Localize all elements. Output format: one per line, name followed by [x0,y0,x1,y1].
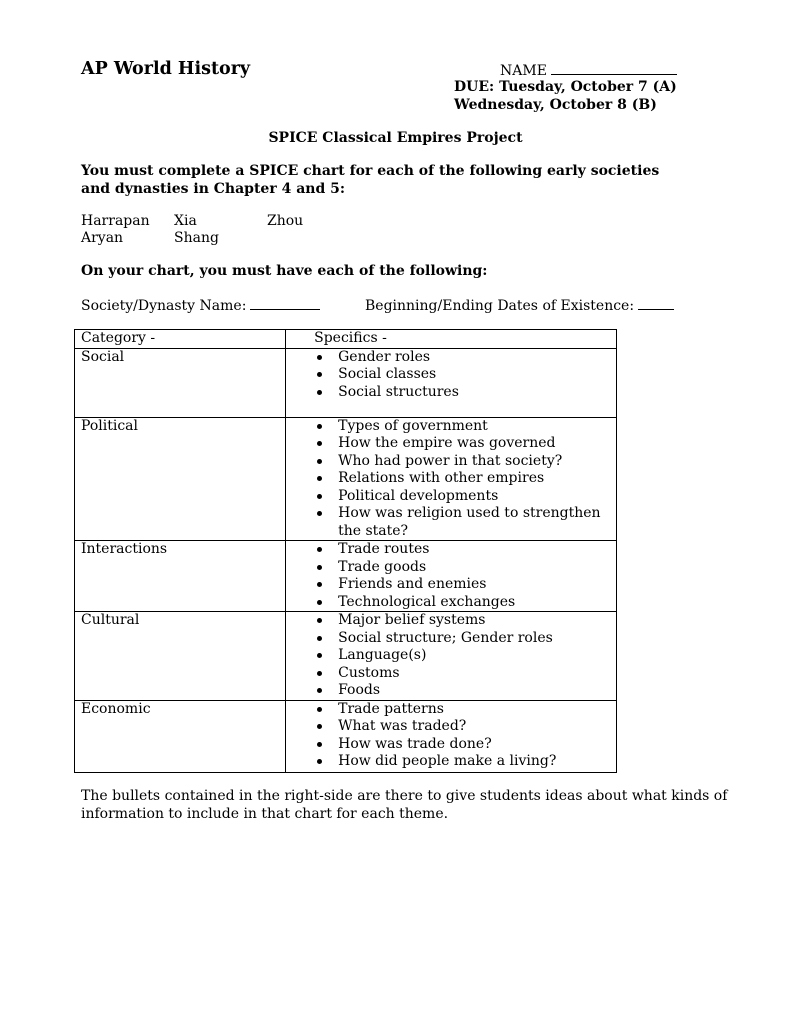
table-row [75,417,617,541]
project-title: SPICE Classical Empires Project [268,130,523,146]
list-item: Trade routes [314,541,612,559]
list-item: What was traded? [314,718,612,736]
name-field [500,62,677,81]
society-aryan: Aryan [81,230,124,246]
list-item: Language(s) [314,647,612,665]
list-item: Political developments [314,488,612,506]
table-row [75,348,617,417]
list-item: How was religion used to strengthen the state? [314,505,612,540]
list-item: Trade patterns [314,701,612,719]
list-item: Types of government [314,418,612,436]
list-item: Social structures [314,384,612,402]
list-item: Relations with other empires [314,470,612,488]
specifics-cell [286,612,617,701]
dates-blank [638,297,674,310]
society-zhou: Zhou [267,213,304,229]
table-row [75,612,617,701]
course-title: AP World History [81,59,251,79]
society-name-field [81,297,320,316]
list-item: Foods [314,682,612,700]
specifics-cell [286,348,617,417]
spice-table [74,329,617,773]
dates-label: Beginning/Ending Dates of Existence: [365,298,635,314]
society-name-label: Society/Dynasty Name: [81,298,247,314]
list-item: Major belief systems [314,612,612,630]
category-cell: Economic [75,700,286,772]
category-cell: Cultural [75,612,286,701]
footer-note: The bullets contained in the right-side are there to give students ideas about what kinds of information to include in that chart for each theme. [81,788,728,822]
table-row [75,700,617,772]
society-harrapan: Harrapan [81,213,150,229]
specifics-cell [286,700,617,772]
bullet-list [314,541,612,611]
table-header-row [75,330,617,349]
list-item: Technological exchanges [314,594,612,612]
instructions: You must complete a SPICE chart for each of the following early societies and dynasties in Chapter 4 and 5: [81,163,660,197]
society-xia: Xia [174,213,197,229]
list-item: Customs [314,665,612,683]
list-item: Social structure; Gender roles [314,630,612,648]
due-date-a: DUE: Tuesday, October 7 (A) [454,79,677,95]
category-cell: Political [75,417,286,541]
bullet-list [314,418,612,541]
list-item: How did people make a living? [314,753,612,771]
list-item: Gender roles [314,349,612,367]
bullet-list [314,701,612,771]
list-item: Social classes [314,366,612,384]
society-name-blank [250,297,320,310]
specifics-cell [286,417,617,541]
list-item: Trade goods [314,559,612,577]
category-cell: Social [75,348,286,417]
society-shang: Shang [174,230,219,246]
name-blank-line [551,62,677,75]
table-row [75,541,617,612]
header-specifics: Specifics - [286,330,617,349]
category-cell: Interactions [75,541,286,612]
requirement-heading: On your chart, you must have each of the following: [81,263,488,279]
name-label: NAME [500,63,547,79]
specifics-cell [286,541,617,612]
due-date-b: Wednesday, October 8 (B) [454,97,657,113]
dates-field [365,297,674,316]
list-item: Friends and enemies [314,576,612,594]
bullet-list [314,612,612,700]
list-item: How was trade done? [314,736,612,754]
header-category: Category - [75,330,286,349]
list-item: How the empire was governed [314,435,612,453]
list-item: Who had power in that society? [314,453,612,471]
bullet-list [314,349,612,402]
